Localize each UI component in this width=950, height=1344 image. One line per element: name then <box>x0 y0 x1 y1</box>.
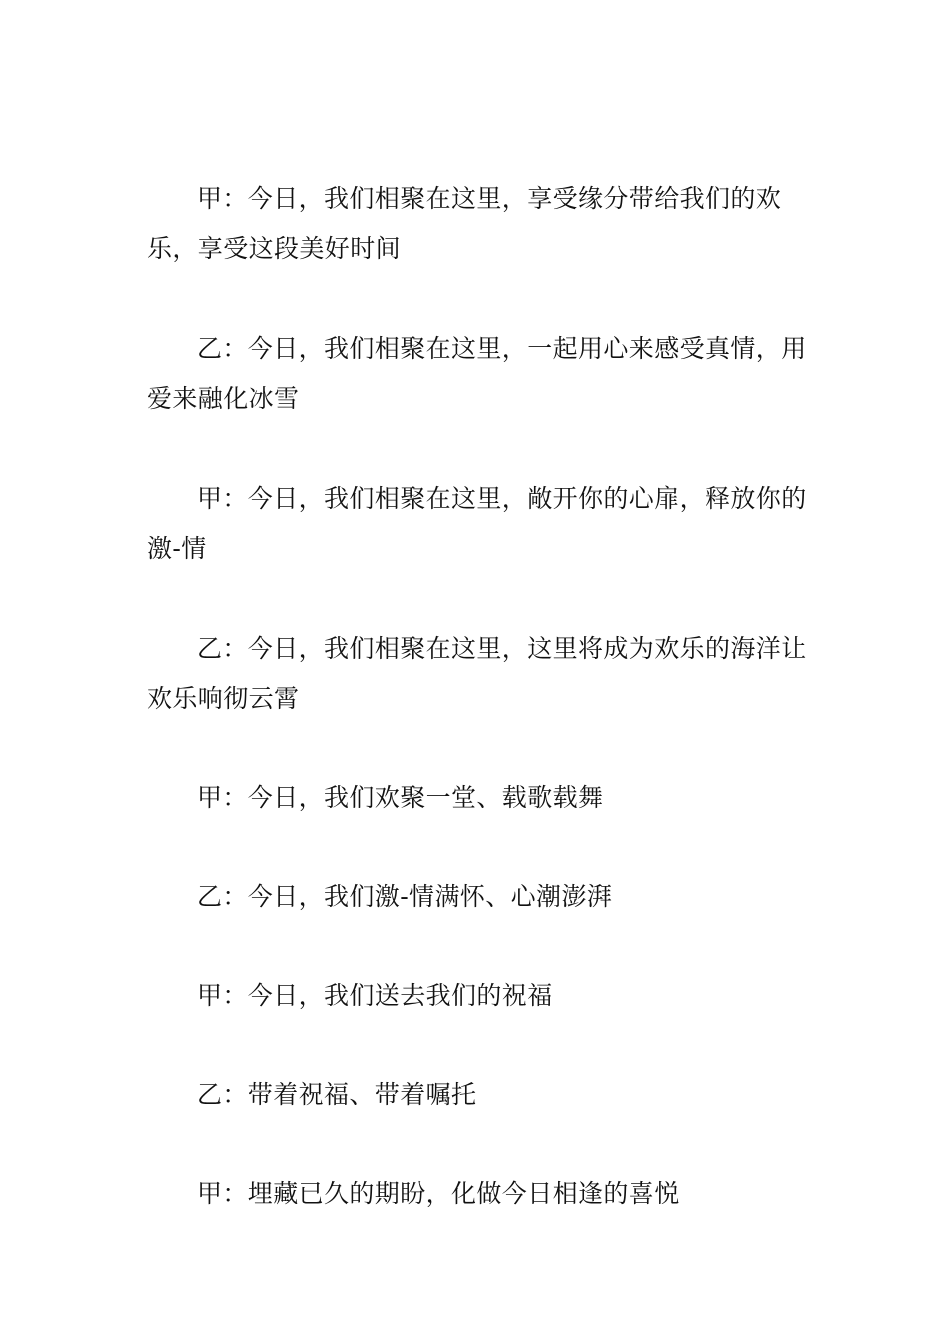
dialogue-paragraph-4: 乙：今日，我们相聚在这里，这里将成为欢乐的海洋让欢乐响彻云霄 <box>147 634 807 713</box>
dialogue-paragraph-9: 甲：埋藏已久的期盼，化做今日相逢的喜悦 <box>197 1179 680 1208</box>
dialogue-paragraph-2: 乙：今日，我们相聚在这里，一起用心来感受真情，用爱来融化冰雪 <box>147 334 807 413</box>
dialogue-paragraph-6: 乙：今日，我们激-情满怀、心潮澎湃 <box>197 882 613 911</box>
dialogue-paragraph-7: 甲：今日，我们送去我们的祝福 <box>197 981 553 1010</box>
dialogue-paragraph-1: 甲：今日，我们相聚在这里，享受缘分带给我们的欢乐，享受这段美好时间 <box>147 184 782 263</box>
dialogue-paragraph-5: 甲：今日，我们欢聚一堂、载歌载舞 <box>197 783 604 812</box>
dialogue-paragraph-3: 甲：今日，我们相聚在这里，敞开你的心扉，释放你的激-情 <box>147 484 807 563</box>
dialogue-paragraph-8: 乙：带着祝福、带着嘱托 <box>197 1080 477 1109</box>
